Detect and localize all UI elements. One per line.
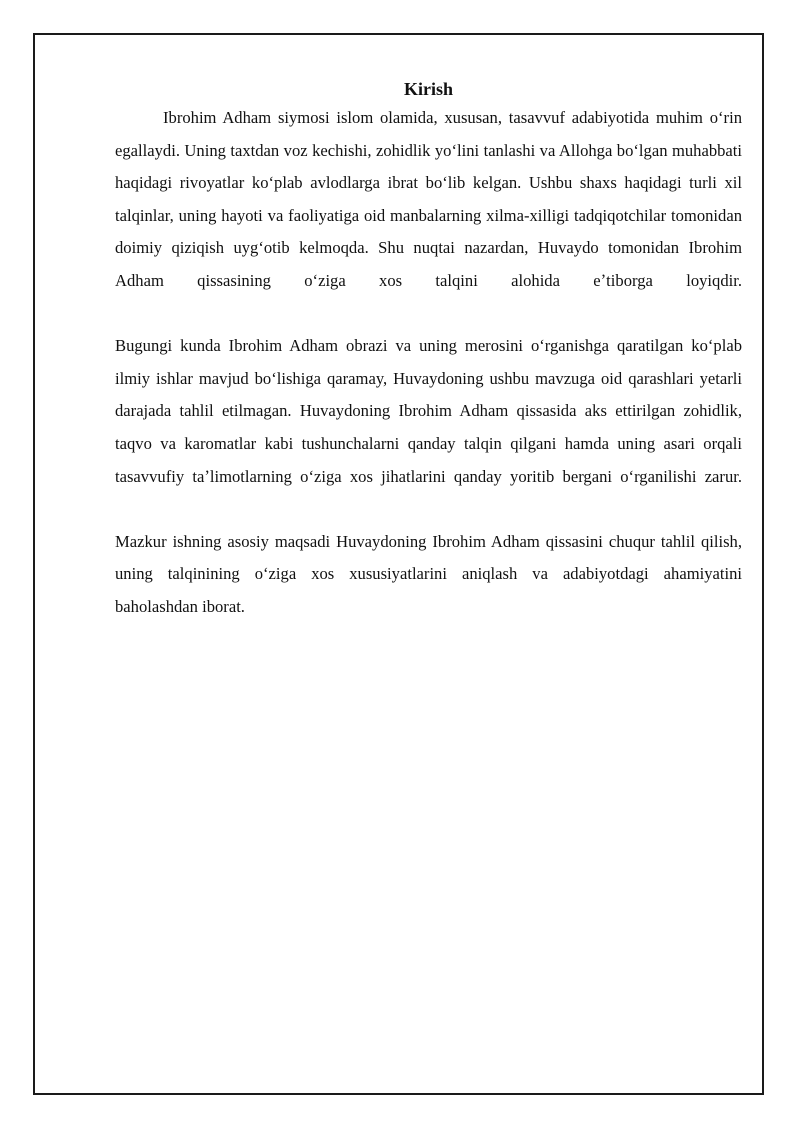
paragraph-introduction: Ibrohim Adham siymosi islom olamida, xususan, tasavvuf adabiyotida muhim oʻrin egallaydi. Uning taxtdan voz kechishi, zohidlik yoʻlini tanlashi va Allohga boʻlgan muhabbati haqidagi rivoyatlar koʻplab avlodlarga ibrat boʻlib kelgan. Ushbu shaxs haqidagi turli xil talqinlar, uning hayoti va faoliyatiga oid manbalarning xilma-xilligi tadqiqotchilar tomonidan doimiy qiziqish uygʻotib kelmoqda. Shu nuqtai nazardan, Huvaydo tomonidan Ibrohim Adham qissasining oʻziga xos talqini alohida eʼtiborga loyiqdir.: [115, 108, 742, 290]
paragraph-goal: Mazkur ishning asosiy maqsadi Huvaydoning Ibrohim Adham qissasini chuqur tahlil qilish, uning talqinining oʻziga xos xususiyatlarini aniqlash va adabiyotdagi ahamiyatini baholashdan iborat.: [115, 531, 742, 616]
paragraph-relevance: Bugungi kunda Ibrohim Adham obrazi va uning merosini oʻrganishga qaratilgan koʻplab ilmiy ishlar mavjud boʻlishiga qaramay, Huvaydoning ushbu mavzuga oid qarashlari yetarli darajada tahlil etilmagan. Huvaydoning Ibrohim Adham qissasida aks ettirilgan zohidlik, taqvo va karomatlar kabi tushunchalarni qanday talqin qilgani hamda uning asari orqali tasavvufiy taʼlimotlarning oʻziga xos jihatlarini qanday yoritib bergani oʻrganilishi zarur.: [115, 336, 742, 486]
document-body: [115, 76, 742, 656]
section-title: Kirish: [403, 79, 453, 99]
